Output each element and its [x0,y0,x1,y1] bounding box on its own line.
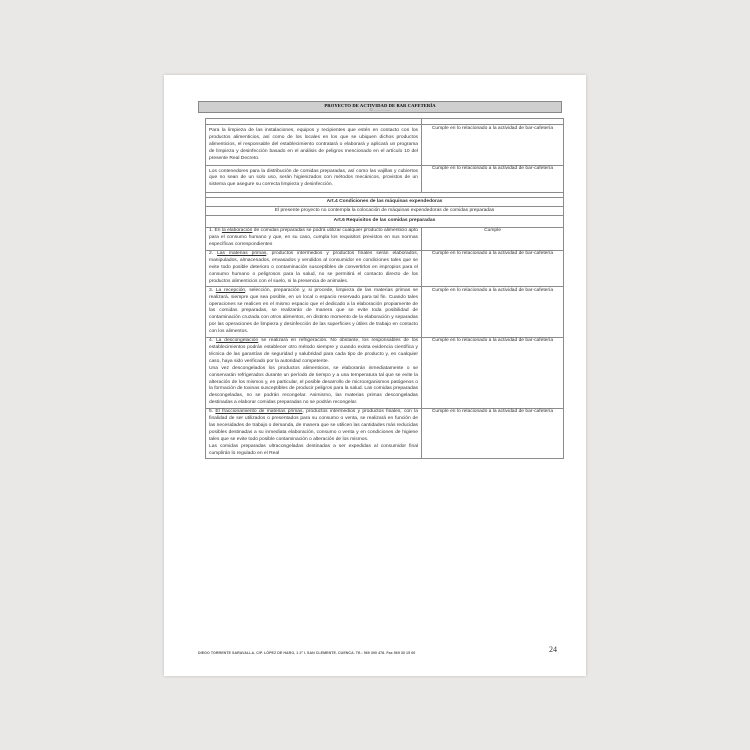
table-row [206,207,564,216]
requirement-item-1: 1. En la elaboración de comidas preparadas se podrá utilizar cualquier producto alimenticio apto para el consumo humano y que, en su caso, cumpla los requisitos previstos en sus normas específicas correspondientes [206,227,422,250]
requirement-item-3: 3. La recepción, selección, preparación y, si procede, limpieza de las materias primas se realizará, siempre que sea posible, en un local o espacio reservado para tal fin. Cuando tales operaciones se realicen en el mismo espacio que el dedicado a la elaboración propiamente de las comidas preparadas, se realizarán de manera que se evite toda posibilidad de contaminación cruzada con otros alimentos, en distinto momento de la elaboración y separadas por las operaciones de limpieza y desinfección de las superficies y útiles de trabajo en contacto con los alimentos. [206,287,422,337]
table-row [206,287,564,337]
item-term: La recepción [215,287,246,293]
table-row [206,227,564,250]
item-term: La descongelación [215,338,259,344]
section-title-art4: Art.4 Condiciones de las máquinas expendedoras [206,198,564,207]
compliance-status: Cumple en lo relacionado a la actividad de bar-cafetería [422,287,564,337]
item-term: Las materias primas [217,251,267,257]
table-row [206,337,564,408]
requirement-item-5: 5. El fraccionamiento de materias primas, productos intermedios y productos finales, con la finalidad de ser utilizados o presentados para su consumo o venta, se realizará en función de las necesidades de trabajo o demanda, de manera que se utilicen las cantidades más reducidas posibles destinadas a su inmediata elaboración, consumo o venta y en condiciones de higiene tales que se evite todo posible contaminación o alteración de los mismos. Las comidas preparadas ultracongeladas destinadas a ser expedidas al consumidor final cumplirán lo regulado en el Real [206,408,422,458]
item-term: El fraccionamiento de materias primas [215,409,303,415]
table-row [206,250,564,287]
table-row [206,125,564,166]
requirement-item-2: 2. Las materias primas, productos intermedios y productos finales serán elaborados, manipulados, almacenados, envasados y vendidos al consumidor en condiciones tales que se evite todo posible deterioro o contaminación susceptibles de convertirlos en impropios para el consumo humano o peligrosos para la salud, no se permitirá el contacto directo de los productos alimenticios con el suelo, ni la presencia de animales. [206,250,422,287]
section-heading-row [206,216,564,228]
item-paragraph: Una vez descongelados los productos alimenticios, se elaborarán inmediatamente o se conservarán refrigerados durante un período de tiempo y a una temperatura tal que se evite la alteración de los mismos y, en particular, el posible desarrollo de microorganismos patógenos o la formación de toxinas susceptibles de producir peligros para la salud. Las comidas preparadas descongeladas, no se podrán recongelar. Asimismo, las materias primas descongeladas destinadas a elaborar comidas preparadas no se podrán recongelar. [209,365,418,406]
table-row [206,408,564,458]
requirements-table [205,118,564,459]
art4-text: El presente proyecto no contempla la colocación de máquinas expendedoras de comidas preparadas [206,207,564,216]
section-title-art6: Art.6 Requisitos de las comidas preparadas [206,216,564,228]
compliance-status: Cumple [422,227,564,250]
page-number: 24 [549,645,557,654]
document-page [164,75,586,676]
compliance-status: Cumple en lo relacionado a la actividad de bar-cafetería [422,337,564,408]
compliance-status: Cumple en lo relacionado a la actividad de bar-cafetería [422,125,564,166]
document-header [198,101,562,113]
compliance-status: Cumple en lo relacionado a la actividad de bar-cafetería [422,165,564,193]
requirement-item-4: 4. La descongelación se realizará en refrigeración. No obstante, los responsables de los establecimientos podrán establecer otro método siempre y cuando exista evidencia científica y técnica de las garantías de seguridad y salubridad para cada tipo de producto y, en cualquier caso, haya sido verificado por la autoridad competente. Una vez descongelados los productos alimenticios, se elaborarán inmediatamente o se conservarán refrigerados durante un período de tiempo y a una temperatura tal que se evite la alteración de los mismos y, en particular, el posible desarrollo de microorganismos patógenos o la formación de toxinas susceptibles de producir peligros para la salud. Las comidas preparadas descongeladas, no se podrán recongelar. Asimismo, las materias primas descongeladas destinadas a elaborar comidas preparadas no se podrán recongelar. [206,337,422,408]
section-heading-row [206,198,564,207]
table-row [206,165,564,193]
compliance-status: Cumple en lo relacionado a la actividad de bar-cafetería [422,250,564,287]
requirement-text: Los contenedores para la distribución de comidas preparadas, así como las vajillas y cubiertos que no sean de un solo uso, serán higienizados con métodos mecánicos, provistos de un sistema que asegure su correcta limpieza y desinfección. [206,165,422,193]
requirement-text: Para la limpieza de las instalaciones, equipos y recipientes que estén en contacto con los productos alimenticios, así como de los locales en los que se ubiquen dichos productos alimenticios, el responsable del establecimiento contratará o elaborará y aplicará un programa de limpieza y desinfección basado en el análisis de peligros mencionado en el artículo 10 del presente Real Decreto. [206,125,422,166]
page-footer: DIEGO TORRENTE SARAVALLA. C/P. LÓPEZ DE HARO, 1 2ª I. SAN CLEMENTE. CUENCA. Tfl.: 969 300 478. Fax 969 30 15 60 [198,651,416,655]
header-title: PROYECTO DE ACTIVIDAD DE BAR CAFETERÍA [324,103,436,108]
item-term: la elaboración [221,228,253,234]
compliance-status: Cumple en lo relacionado a la actividad de bar-cafetería [422,408,564,458]
item-paragraph: Las comidas preparadas ultracongeladas destinadas a ser expedidas al consumidor final cumplirán lo regulado en el Real [209,443,418,456]
header-subtitle: C/ .................. [369,108,391,112]
